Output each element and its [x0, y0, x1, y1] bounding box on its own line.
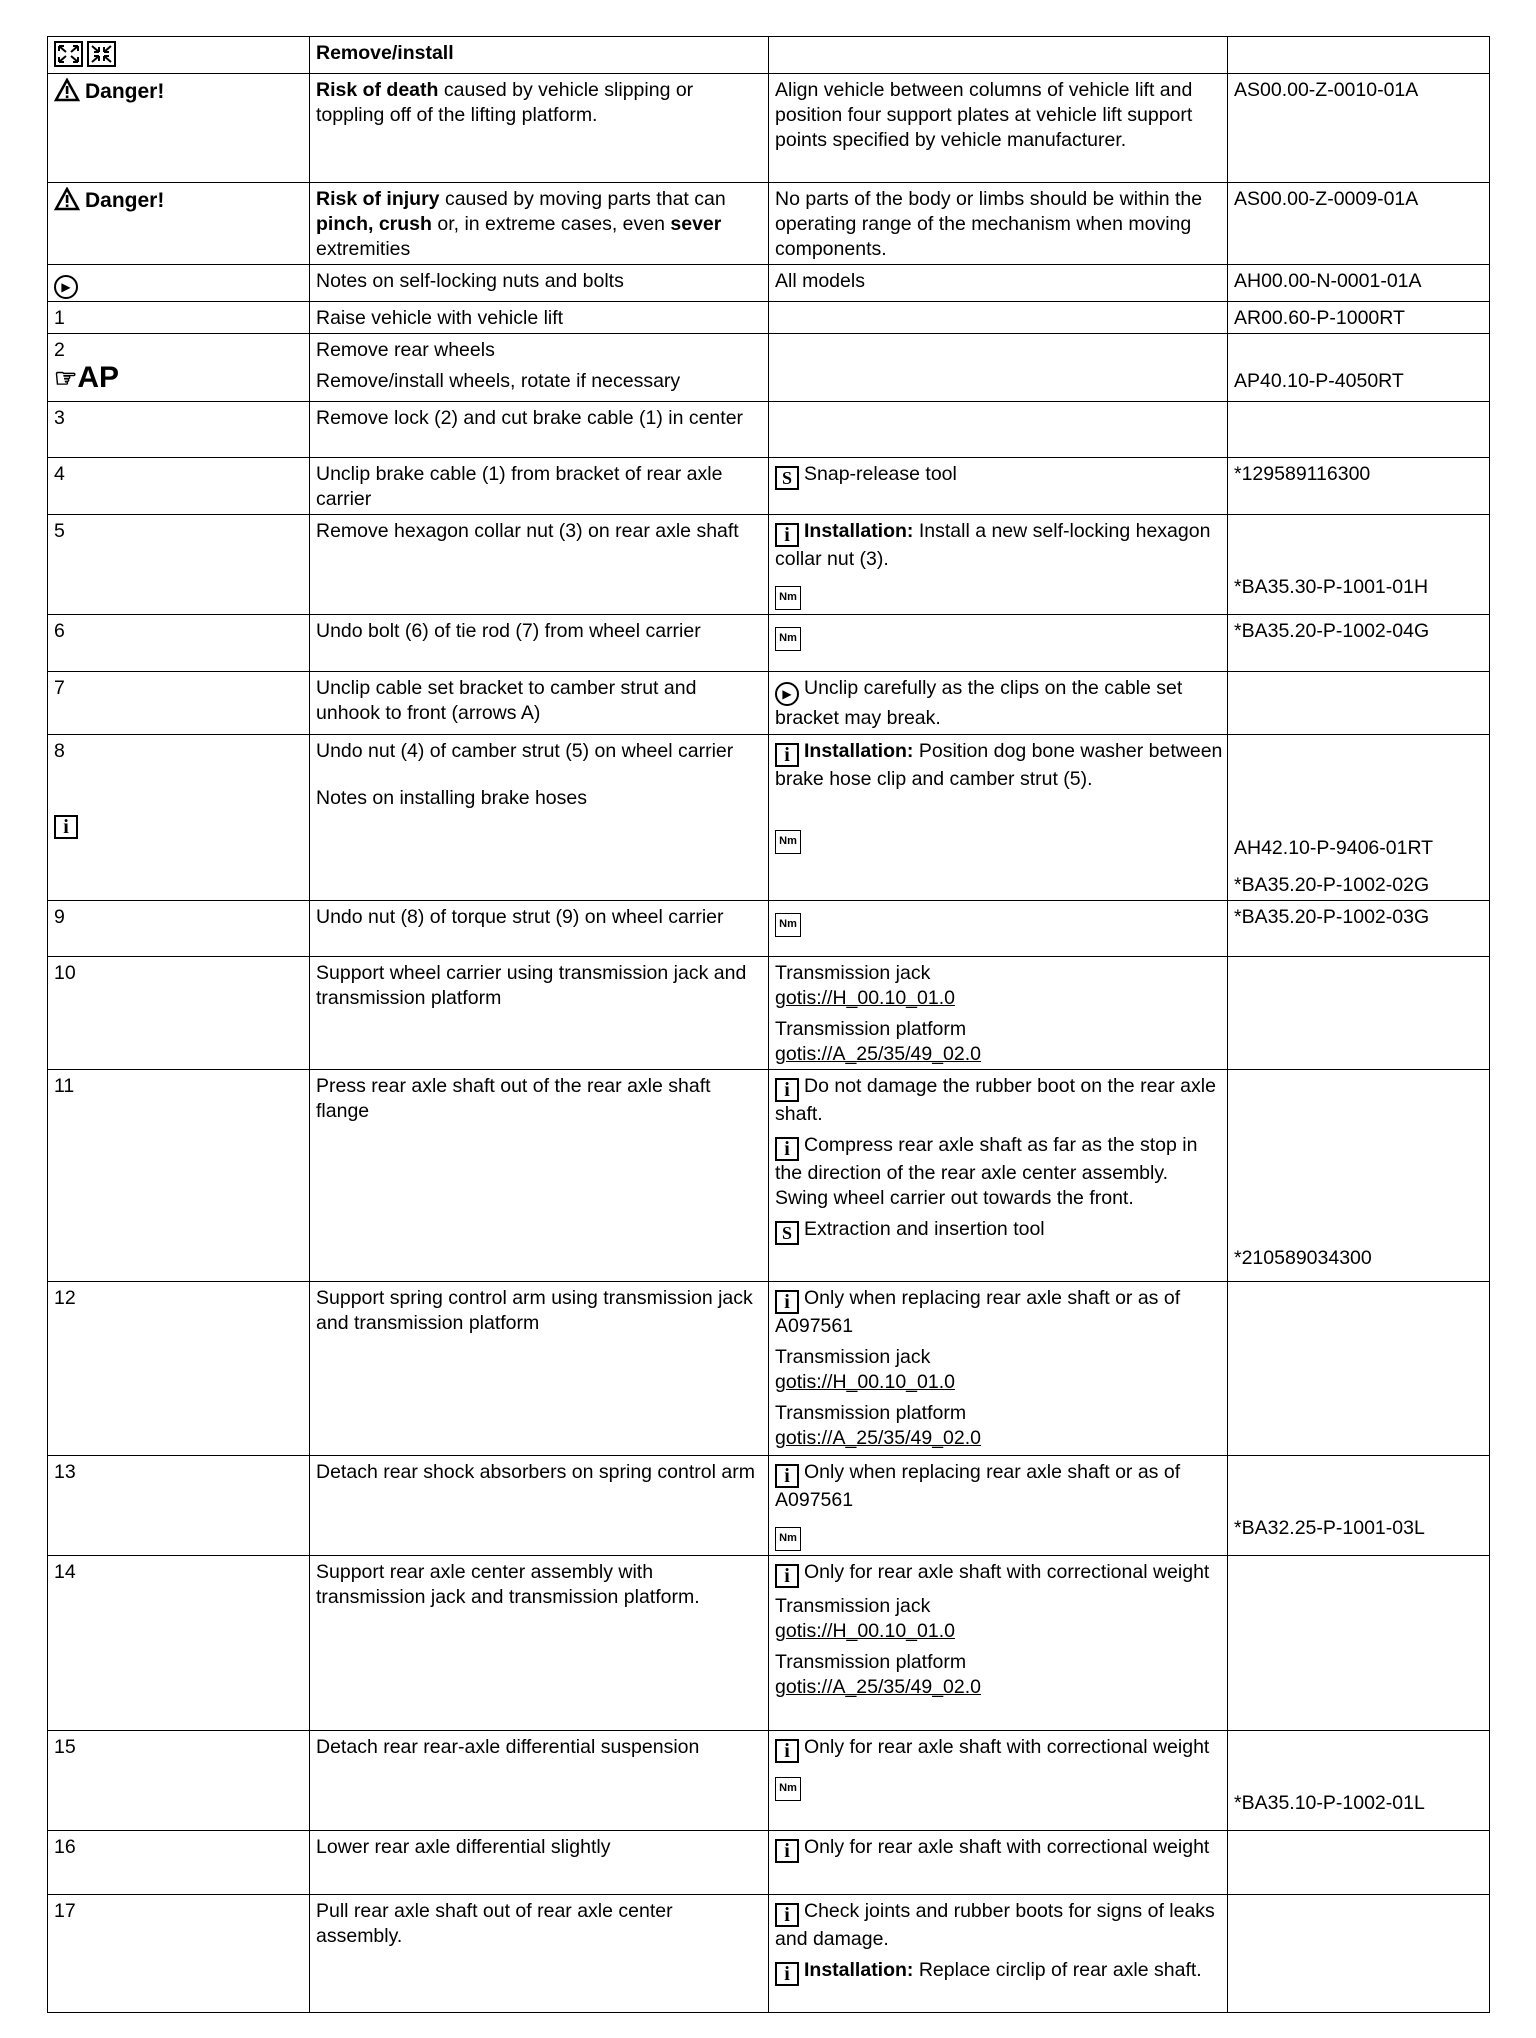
step-row: [48, 615, 1490, 672]
info-note: i Installation: Install a new self-locking hexagon collar nut (3).: [775, 520, 1211, 570]
tool-name: Transmission jack: [775, 1346, 931, 1368]
info-icon: i: [775, 1903, 799, 1927]
reference-link[interactable]: AH00.00-N-0001-01A: [1228, 265, 1490, 302]
info-icon: i: [775, 1739, 799, 1763]
info-icon: i: [775, 1962, 799, 1986]
step-row: [48, 1556, 1490, 1731]
step-number: 2: [54, 339, 65, 361]
tool-name: Transmission jack: [775, 1595, 931, 1617]
step-row: [48, 402, 1490, 458]
step-text: Remove hexagon collar nut (3) on rear axle shaft: [310, 515, 769, 615]
step-number: 11: [48, 1070, 310, 1282]
reference-link[interactable]: *BA35.20-P-1002-04G: [1228, 615, 1490, 672]
step-row: [48, 515, 1490, 615]
step-number: 8: [54, 740, 65, 762]
tool-name: Transmission jack: [775, 962, 931, 984]
instruction-text: No parts of the body or limbs should be within the operating range of the mechanism when moving components.: [769, 183, 1228, 265]
step-text: Lower rear axle differential slightly: [310, 1831, 769, 1895]
step-row: [48, 1731, 1490, 1831]
info-icon: i: [775, 523, 799, 547]
step-text: Notes on self-locking nuts and bolts: [310, 265, 769, 302]
step-row: [48, 458, 1490, 515]
step-text: Undo nut (8) of torque strut (9) on wheel carrier: [310, 901, 769, 957]
reference-link[interactable]: *BA35.20-P-1002-02G: [1234, 874, 1430, 896]
step-text: Undo nut (4) of camber strut (5) on wheel carrier: [316, 740, 734, 762]
step-row: [48, 334, 1490, 402]
step-subtext: Remove/install wheels, rotate if necessary: [316, 370, 681, 392]
tool-name: Transmission platform: [775, 1402, 967, 1424]
info-note: i Only for rear axle shaft with correctional weight: [775, 1735, 1223, 1763]
header-icons-cell: [48, 37, 310, 74]
step-row: [48, 1895, 1490, 2013]
note-arrow-icon: ▶: [54, 275, 78, 299]
danger-label: Danger!: [54, 80, 164, 103]
step-number: 5: [48, 515, 310, 615]
step-number: 12: [48, 1282, 310, 1456]
tool-link[interactable]: gotis://A_25/35/49_02.0: [775, 1043, 981, 1065]
info-note: i Only for rear axle shaft with correctional weight: [775, 1560, 1223, 1588]
step-row: [48, 672, 1490, 735]
note-arrow-icon: ▶: [775, 682, 799, 706]
tool-link[interactable]: gotis://H_00.10_01.0: [775, 987, 955, 1009]
step-row: [48, 957, 1490, 1070]
step-text: Remove rear wheels: [316, 339, 495, 361]
info-note: i Installation: Replace circlip of rear axle shaft.: [775, 1958, 1223, 1986]
reference-link[interactable]: AP40.10-P-4050RT: [1234, 370, 1404, 392]
danger-label: Danger!: [54, 189, 164, 212]
step-text: Detach rear shock absorbers on spring control arm: [310, 1456, 769, 1556]
info-note: i Only when replacing rear axle shaft or as of A097561: [775, 1287, 1181, 1337]
danger-row: [48, 183, 1490, 265]
step-number: 13: [48, 1456, 310, 1556]
pointing-hand-icon: ☞: [54, 363, 78, 393]
step-number: 9: [48, 901, 310, 957]
reference-link[interactable]: *BA35.10-P-1002-01L: [1234, 1792, 1425, 1814]
step-row: [48, 1070, 1490, 1282]
reference-link[interactable]: *210589034300: [1234, 1247, 1372, 1269]
step-text: Unclip brake cable (1) from bracket of rear axle carrier: [310, 458, 769, 515]
torque-nm-icon[interactable]: Nm: [775, 1777, 801, 1801]
step-text: Remove lock (2) and cut brake cable (1) in center: [310, 402, 769, 458]
info-note: i Only when replacing rear axle shaft or as of A097561: [775, 1461, 1181, 1511]
reference-link[interactable]: *BA35.30-P-1001-01H: [1234, 576, 1429, 598]
note-text: Unclip carefully as the clips on the cable set bracket may break.: [775, 677, 1183, 729]
reference-link[interactable]: AS00.00-Z-0010-01A: [1228, 74, 1490, 183]
step-number: 14: [48, 1556, 310, 1731]
procedure-table: [47, 36, 1490, 2013]
reference-link[interactable]: *BA35.20-P-1002-03G: [1228, 901, 1490, 957]
info-icon: i: [775, 1078, 799, 1102]
collapse-icon[interactable]: [87, 41, 116, 67]
tool-link[interactable]: gotis://A_25/35/49_02.0: [775, 1427, 981, 1449]
header-row: [48, 37, 1490, 74]
torque-nm-icon[interactable]: Nm: [775, 913, 801, 937]
risk-text: Risk of death caused by vehicle slipping or toppling off of the lifting platform.: [310, 74, 769, 183]
danger-row: [48, 74, 1490, 183]
warning-icon: [54, 187, 80, 211]
step-text: Support rear axle center assembly with transmission jack and transmission platform.: [310, 1556, 769, 1731]
info-note: i Only for rear axle shaft with correctional weight: [775, 1835, 1223, 1863]
step-row: [48, 302, 1490, 334]
reference-link[interactable]: *BA32.25-P-1001-03L: [1234, 1517, 1425, 1539]
info-note: i Do not damage the rubber boot on the rear axle shaft.: [775, 1075, 1216, 1125]
header-title: Remove/install: [310, 37, 769, 74]
step-number: 7: [48, 672, 310, 735]
reference-link[interactable]: AR00.60-P-1000RT: [1228, 302, 1490, 334]
step-subtext: Notes on installing brake hoses: [316, 787, 587, 809]
info-note: i Compress rear axle shaft as far as the stop in the direction of the rear axle center assembly. Swing wheel carrier out towards the front.: [775, 1134, 1198, 1209]
info-icon: i: [775, 1137, 799, 1161]
tool-name: Snap-release tool: [804, 463, 957, 485]
info-icon: i: [775, 743, 799, 767]
scope-text: All models: [769, 265, 1228, 302]
step-row: [48, 901, 1490, 957]
info-note: i Installation: Position dog bone washer between brake hose clip and camber strut (5).: [775, 740, 1223, 790]
reference-link[interactable]: AS00.00-Z-0009-01A: [1228, 183, 1490, 265]
torque-nm-icon[interactable]: Nm: [775, 830, 801, 854]
special-tool-icon: S: [775, 1221, 799, 1245]
notes-row: [48, 265, 1490, 302]
step-row: [48, 1456, 1490, 1556]
step-number: 3: [48, 402, 310, 458]
ap-reference: ☞AP: [54, 361, 119, 394]
info-icon: i: [775, 1839, 799, 1863]
special-tool-icon: S: [775, 466, 799, 490]
step-text: Raise vehicle with vehicle lift: [310, 302, 769, 334]
tool-link[interactable]: gotis://H_00.10_01.0: [775, 1620, 955, 1642]
step-number: 4: [48, 458, 310, 515]
tool-link[interactable]: gotis://H_00.10_01.0: [775, 1371, 955, 1393]
info-icon: i: [775, 1564, 799, 1588]
step-text: Support wheel carrier using transmission jack and transmission platform: [310, 957, 769, 1070]
step-row: [48, 1282, 1490, 1456]
tool-name: Extraction and insertion tool: [804, 1218, 1045, 1240]
risk-text: Risk of injury caused by moving parts that can pinch, crush or, in extreme cases, even sever extremities: [310, 183, 769, 265]
info-icon: i: [775, 1290, 799, 1314]
torque-nm-icon[interactable]: Nm: [775, 1527, 801, 1551]
torque-nm-icon[interactable]: Nm: [775, 627, 801, 651]
instruction-text: Align vehicle between columns of vehicle lift and position four support plates at vehicle lift support points specified by vehicle manufacturer.: [769, 74, 1228, 183]
step-number: 6: [48, 615, 310, 672]
step-text: Unclip cable set bracket to camber strut and unhook to front (arrows A): [310, 672, 769, 735]
step-number: 17: [48, 1895, 310, 2013]
torque-nm-icon[interactable]: Nm: [775, 586, 801, 610]
step-row: [48, 1831, 1490, 1895]
reference-link[interactable]: *129589116300: [1228, 458, 1490, 515]
step-number: 10: [48, 957, 310, 1070]
step-row: [48, 735, 1490, 901]
step-text: Press rear axle shaft out of the rear axle shaft flange: [310, 1070, 769, 1282]
info-note: i Check joints and rubber boots for signs of leaks and damage.: [775, 1900, 1215, 1950]
expand-icon[interactable]: [54, 41, 83, 67]
step-text: Undo bolt (6) of tie rod (7) from wheel carrier: [310, 615, 769, 672]
tool-link[interactable]: gotis://A_25/35/49_02.0: [775, 1676, 981, 1698]
step-text: Support spring control arm using transmission jack and transmission platform: [310, 1282, 769, 1456]
step-number: 15: [48, 1731, 310, 1831]
info-icon: i: [54, 815, 78, 839]
step-number: 16: [48, 1831, 310, 1895]
step-text: Detach rear rear-axle differential suspension: [310, 1731, 769, 1831]
step-number: 1: [48, 302, 310, 334]
tool-name: Transmission platform: [775, 1651, 967, 1673]
warning-icon: [54, 78, 80, 102]
info-icon: i: [775, 1464, 799, 1488]
tool-name: Transmission platform: [775, 1018, 967, 1040]
reference-link[interactable]: AH42.10-P-9406-01RT: [1234, 837, 1434, 859]
step-text: Pull rear axle shaft out of rear axle center assembly.: [310, 1895, 769, 2013]
